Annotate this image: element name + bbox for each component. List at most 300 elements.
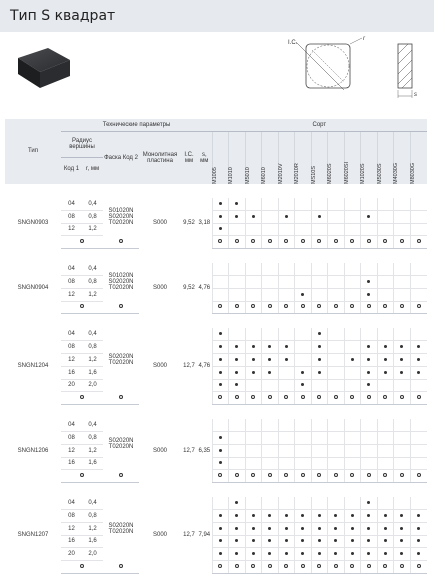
availability-dot-icon xyxy=(318,371,321,374)
circle-icon xyxy=(235,564,239,568)
grade-mark-cell xyxy=(295,210,312,223)
grade-mark-cell xyxy=(311,210,328,223)
type-cell: SNGN1207 xyxy=(17,532,49,539)
availability-dot-icon xyxy=(219,227,222,230)
grade-mark-cell xyxy=(278,210,295,223)
availability-dot-icon xyxy=(219,436,222,439)
circle-icon xyxy=(284,473,288,477)
radius-cell: 1,2 xyxy=(82,522,103,535)
grade-mark-cell xyxy=(278,497,295,510)
grade-mark-cell xyxy=(344,341,361,354)
circle-icon xyxy=(317,395,321,399)
chamfer-cell xyxy=(103,419,139,470)
grade-mark-cell xyxy=(278,509,295,522)
availability-dot-icon xyxy=(367,280,370,283)
grade-mark-cell xyxy=(295,198,312,211)
chamfer-code: S02020N xyxy=(108,438,134,445)
col-radius: Радиус вершины xyxy=(61,131,103,157)
chamfer-code: S02020N xyxy=(108,353,134,360)
grade-mark-cell xyxy=(410,379,427,392)
grade-mark-cell xyxy=(361,263,378,276)
radius-cell: 0,4 xyxy=(82,263,103,276)
grade-mark-cell xyxy=(410,535,427,548)
r-label: r xyxy=(363,36,365,42)
grade-mark-cell xyxy=(245,535,262,548)
code1-cell: 16 xyxy=(61,457,82,470)
availability-dot-icon xyxy=(268,539,271,542)
availability-dot-icon xyxy=(252,527,255,530)
circle-icon xyxy=(350,473,354,477)
grade-mark-cell xyxy=(361,341,378,354)
code1-cell: 08 xyxy=(61,341,82,354)
grade-mark-cell xyxy=(262,275,279,288)
radius-cell: 0,8 xyxy=(82,509,103,522)
availability-dot-icon xyxy=(384,345,387,348)
availability-dot-icon xyxy=(367,552,370,555)
radius-cell: 1,2 xyxy=(82,223,103,236)
radius-cell: 0,4 xyxy=(82,328,103,341)
circle-icon xyxy=(251,395,255,399)
availability-dot-icon xyxy=(417,371,420,374)
circle-icon xyxy=(80,395,84,399)
circle-icon xyxy=(350,564,354,568)
circle-icon xyxy=(218,564,222,568)
grade-mark-cell xyxy=(328,263,345,276)
availability-dot-icon xyxy=(400,552,403,555)
grade-mark-cell xyxy=(361,535,378,548)
grade-mark-cell xyxy=(377,419,394,432)
grade-mark-cell xyxy=(229,353,246,366)
grade-mark-cell xyxy=(328,275,345,288)
availability-dot-icon xyxy=(235,539,238,542)
grade-mark-cell xyxy=(262,522,279,535)
grade-mark-cell xyxy=(377,198,394,211)
col-code1: Код 1 xyxy=(61,157,82,180)
radius-cell: 1,2 xyxy=(82,353,103,366)
grade-mark-cell xyxy=(377,535,394,548)
grade-mark-cell xyxy=(344,509,361,522)
grade-mark-cell xyxy=(262,444,279,457)
circle-icon xyxy=(284,395,288,399)
grade-mark-cell xyxy=(311,275,328,288)
table-row xyxy=(5,379,427,392)
availability-dot-icon xyxy=(219,514,222,517)
grade-mark-cell xyxy=(262,457,279,470)
col-chamfer: Фаска Код 2 xyxy=(103,131,139,184)
grade-mark-cell xyxy=(328,457,345,470)
page-title: Тип S квадрат xyxy=(10,8,116,24)
circle-icon xyxy=(80,304,84,308)
mono-cell: S000 xyxy=(152,285,167,292)
availability-dot-icon xyxy=(285,552,288,555)
radius-cell: 1,2 xyxy=(82,288,103,301)
grade-mark-cell xyxy=(262,223,279,236)
col-mono: Монолитная пластина xyxy=(139,131,181,184)
availability-dot-icon xyxy=(301,371,304,374)
availability-dot-icon xyxy=(301,552,304,555)
col-grade: Сорт xyxy=(212,119,427,131)
circle-icon xyxy=(80,239,84,243)
availability-dot-icon xyxy=(235,501,238,504)
code1-cell: 16 xyxy=(61,535,82,548)
availability-dot-icon xyxy=(417,539,420,542)
chamfer-code: T02020N xyxy=(108,444,134,451)
grade-mark-cell xyxy=(361,198,378,211)
availability-dot-icon xyxy=(285,539,288,542)
availability-dot-icon xyxy=(268,345,271,348)
grade-header: M1020S xyxy=(360,163,367,184)
grade-mark-cell xyxy=(361,509,378,522)
availability-dot-icon xyxy=(400,527,403,530)
availability-dot-icon xyxy=(400,371,403,374)
grade-mark-cell xyxy=(328,535,345,548)
type-cell: SNGN0903 xyxy=(17,220,49,227)
grade-mark-cell xyxy=(394,535,411,548)
grade-mark-cell xyxy=(377,275,394,288)
type-cell: SNGN0904 xyxy=(17,285,49,292)
grade-mark-cell xyxy=(344,366,361,379)
grade-mark-cell xyxy=(410,431,427,444)
availability-dot-icon xyxy=(219,527,222,530)
circle-icon xyxy=(350,395,354,399)
col-type: Тип xyxy=(5,119,61,184)
grade-mark-cell xyxy=(229,431,246,444)
circle-icon xyxy=(301,564,305,568)
grade-mark-cell xyxy=(295,497,312,510)
grade-mark-cell xyxy=(394,341,411,354)
grade-mark-cell xyxy=(262,497,279,510)
grade-mark-cell xyxy=(361,522,378,535)
radius-cell: 2,0 xyxy=(82,548,103,561)
circle-icon xyxy=(334,473,338,477)
grade-mark-cell xyxy=(344,497,361,510)
grade-mark-cell xyxy=(278,353,295,366)
circle-icon xyxy=(235,395,239,399)
table-row xyxy=(5,561,427,574)
availability-dot-icon xyxy=(417,345,420,348)
code1-cell: 04 xyxy=(61,263,82,276)
table-row xyxy=(5,263,427,276)
radius-cell: 0,8 xyxy=(82,210,103,223)
code1-cell: 08 xyxy=(61,275,82,288)
grade-mark-cell xyxy=(394,198,411,211)
grade-mark-cell xyxy=(212,223,229,236)
grade-mark-cell xyxy=(410,353,427,366)
type-cell: SNGN1206 xyxy=(17,447,49,454)
availability-dot-icon xyxy=(301,539,304,542)
table-row xyxy=(5,341,427,354)
availability-dot-icon xyxy=(219,539,222,542)
grade-mark-cell xyxy=(229,328,246,341)
grade-mark-cell xyxy=(278,341,295,354)
grade-mark-cell xyxy=(229,223,246,236)
grade-mark-cell xyxy=(344,198,361,211)
grade-mark-cell xyxy=(377,288,394,301)
grade-mark-cell xyxy=(262,353,279,366)
availability-dot-icon xyxy=(235,202,238,205)
grade-mark-cell xyxy=(295,509,312,522)
grade-mark-cell xyxy=(377,431,394,444)
availability-dot-icon xyxy=(219,383,222,386)
grade-mark-cell xyxy=(212,275,229,288)
grade-mark-cell xyxy=(311,353,328,366)
grade-mark-cell xyxy=(311,341,328,354)
grade-mark-cell xyxy=(278,198,295,211)
code1-cell: 04 xyxy=(61,198,82,211)
table-row xyxy=(5,288,427,301)
availability-dot-icon xyxy=(318,539,321,542)
grade-mark-cell xyxy=(377,341,394,354)
grade-mark-cell xyxy=(377,522,394,535)
availability-dot-icon xyxy=(252,552,255,555)
grade-mark-cell xyxy=(245,457,262,470)
grade-mark-cell xyxy=(295,366,312,379)
grade-mark-cell xyxy=(262,548,279,561)
circle-icon xyxy=(317,473,321,477)
code1-cell: 08 xyxy=(61,509,82,522)
grade-header: M5010 xyxy=(244,166,251,184)
grade-mark-cell xyxy=(394,522,411,535)
availability-dot-icon xyxy=(318,358,321,361)
radius-cell: 1,6 xyxy=(82,366,103,379)
grade-mark-cell xyxy=(344,522,361,535)
table-row xyxy=(5,223,427,236)
availability-dot-icon xyxy=(268,552,271,555)
insert-photo xyxy=(8,42,76,98)
grade-mark-cell xyxy=(278,275,295,288)
grade-mark-cell xyxy=(295,341,312,354)
grade-mark-cell xyxy=(262,431,279,444)
grade-mark-cell xyxy=(212,341,229,354)
grade-mark-cell xyxy=(212,328,229,341)
grade-mark-cell xyxy=(229,457,246,470)
grade-mark-cell xyxy=(361,548,378,561)
grade-mark-cell xyxy=(262,263,279,276)
grade-mark-cell xyxy=(394,548,411,561)
grade-mark-cell xyxy=(344,457,361,470)
circle-icon xyxy=(218,304,222,308)
grade-mark-cell xyxy=(410,444,427,457)
radius-cell: 1,2 xyxy=(82,444,103,457)
chamfer-cell xyxy=(103,497,139,561)
code1-cell: 04 xyxy=(61,419,82,432)
table-row xyxy=(5,419,427,432)
grade-mark-cell xyxy=(295,431,312,444)
grade-mark-cell xyxy=(245,419,262,432)
code1-cell: 12 xyxy=(61,444,82,457)
availability-dot-icon xyxy=(367,293,370,296)
availability-dot-icon xyxy=(252,539,255,542)
availability-dot-icon xyxy=(400,345,403,348)
grade-mark-cell xyxy=(361,366,378,379)
availability-dot-icon xyxy=(235,371,238,374)
ic-cell: 12,7 xyxy=(183,532,195,539)
availability-dot-icon xyxy=(252,371,255,374)
chamfer-code: S02020N xyxy=(108,213,134,220)
grade-mark-cell xyxy=(262,366,279,379)
circle-icon xyxy=(268,473,272,477)
availability-dot-icon xyxy=(301,514,304,517)
grade-header: M2010V xyxy=(277,163,284,184)
circle-icon xyxy=(334,304,338,308)
availability-dot-icon xyxy=(301,383,304,386)
availability-dot-icon xyxy=(285,514,288,517)
availability-dot-icon xyxy=(318,527,321,530)
grade-mark-cell xyxy=(377,509,394,522)
availability-dot-icon xyxy=(268,371,271,374)
grade-mark-cell xyxy=(295,288,312,301)
chamfer-code: S01020N xyxy=(108,272,134,279)
table-row xyxy=(5,522,427,535)
grade-mark-cell xyxy=(229,198,246,211)
grade-mark-cell xyxy=(377,223,394,236)
grade-mark-cell xyxy=(295,457,312,470)
circle-icon xyxy=(400,304,404,308)
circle-icon xyxy=(284,564,288,568)
availability-dot-icon xyxy=(235,527,238,530)
grade-mark-cell xyxy=(229,379,246,392)
radius-cell: 0,4 xyxy=(82,497,103,510)
grade-mark-cell xyxy=(344,223,361,236)
availability-dot-icon xyxy=(318,345,321,348)
availability-dot-icon xyxy=(285,527,288,530)
availability-dot-icon xyxy=(367,501,370,504)
availability-dot-icon xyxy=(301,293,304,296)
grade-mark-cell xyxy=(245,497,262,510)
table-row xyxy=(5,275,427,288)
chamfer-code: S02020N xyxy=(108,278,134,285)
grade-mark-cell xyxy=(410,223,427,236)
availability-dot-icon xyxy=(252,215,255,218)
grade-mark-cell xyxy=(410,366,427,379)
grade-mark-cell xyxy=(394,210,411,223)
grade-mark-cell xyxy=(311,379,328,392)
grade-mark-cell xyxy=(328,444,345,457)
availability-dot-icon xyxy=(367,514,370,517)
grade-mark-cell xyxy=(278,431,295,444)
circle-icon xyxy=(218,395,222,399)
availability-dot-icon xyxy=(285,215,288,218)
grade-mark-cell xyxy=(311,444,328,457)
grade-mark-cell xyxy=(344,379,361,392)
ic-cell: 12,7 xyxy=(183,447,195,454)
availability-dot-icon xyxy=(235,514,238,517)
grade-mark-cell xyxy=(361,497,378,510)
availability-dot-icon xyxy=(318,514,321,517)
s-cell: 6,35 xyxy=(198,447,211,454)
grade-mark-cell xyxy=(262,328,279,341)
availability-dot-icon xyxy=(367,371,370,374)
grade-mark-cell xyxy=(262,509,279,522)
availability-dot-icon xyxy=(219,461,222,464)
grade-mark-cell xyxy=(328,379,345,392)
specs-table xyxy=(5,119,427,574)
availability-dot-icon xyxy=(252,345,255,348)
circle-icon xyxy=(251,564,255,568)
grade-mark-cell xyxy=(295,353,312,366)
availability-dot-icon xyxy=(417,514,420,517)
circle-icon xyxy=(218,239,222,243)
grade-mark-cell xyxy=(245,198,262,211)
circle-icon xyxy=(417,395,421,399)
grade-mark-cell xyxy=(311,548,328,561)
table-row xyxy=(5,301,427,314)
col-rmm: r, мм xyxy=(82,157,103,180)
radius-cell: 0,4 xyxy=(82,419,103,432)
grade-mark-cell xyxy=(245,353,262,366)
circle-icon xyxy=(218,473,222,477)
grade-mark-cell xyxy=(212,210,229,223)
availability-dot-icon xyxy=(235,215,238,218)
s-cell: 7,94 xyxy=(198,532,211,539)
grade-mark-cell xyxy=(212,535,229,548)
circle-icon xyxy=(383,395,387,399)
availability-dot-icon xyxy=(384,539,387,542)
grade-mark-cell xyxy=(344,210,361,223)
chamfer-code: T02020N xyxy=(108,359,134,366)
chamfer-code: S02020N xyxy=(108,522,134,529)
table-row xyxy=(5,535,427,548)
grade-mark-cell xyxy=(410,509,427,522)
grade-mark-cell xyxy=(361,444,378,457)
availability-dot-icon xyxy=(384,552,387,555)
availability-dot-icon xyxy=(235,358,238,361)
grade-mark-cell xyxy=(361,328,378,341)
grade-mark-cell xyxy=(262,198,279,211)
grade-mark-cell xyxy=(311,288,328,301)
grade-mark-cell xyxy=(361,288,378,301)
circle-icon xyxy=(383,564,387,568)
radius-cell: 0,8 xyxy=(82,431,103,444)
grade-mark-cell xyxy=(229,497,246,510)
grade-mark-cell xyxy=(278,522,295,535)
grade-mark-cell xyxy=(410,210,427,223)
circle-icon xyxy=(317,564,321,568)
grade-mark-cell xyxy=(394,223,411,236)
type-cell: SNGN1204 xyxy=(17,363,49,370)
code1-cell: 12 xyxy=(61,288,82,301)
circle-icon xyxy=(119,239,123,243)
grade-mark-cell xyxy=(328,548,345,561)
circle-icon xyxy=(334,395,338,399)
circle-icon xyxy=(80,473,84,477)
grade-mark-cell xyxy=(328,210,345,223)
grade-header: M4030G xyxy=(393,162,400,184)
grade-mark-cell xyxy=(394,457,411,470)
grade-mark-cell xyxy=(245,223,262,236)
grade-mark-cell xyxy=(394,328,411,341)
circle-icon xyxy=(235,304,239,308)
chamfer-cell xyxy=(103,263,139,301)
grade-mark-cell xyxy=(328,223,345,236)
grade-mark-cell xyxy=(311,366,328,379)
grade-mark-cell xyxy=(328,419,345,432)
circle-icon xyxy=(383,239,387,243)
grade-mark-cell xyxy=(212,288,229,301)
circle-icon xyxy=(268,304,272,308)
circle-icon xyxy=(119,395,123,399)
availability-dot-icon xyxy=(384,527,387,530)
grade-mark-cell xyxy=(229,275,246,288)
circle-icon xyxy=(383,473,387,477)
grade-mark-cell xyxy=(328,509,345,522)
grade-mark-cell xyxy=(344,419,361,432)
grade-mark-cell xyxy=(410,341,427,354)
grade-mark-cell xyxy=(410,288,427,301)
grade-mark-cell xyxy=(212,366,229,379)
grade-mark-cell xyxy=(328,341,345,354)
circle-icon xyxy=(284,304,288,308)
